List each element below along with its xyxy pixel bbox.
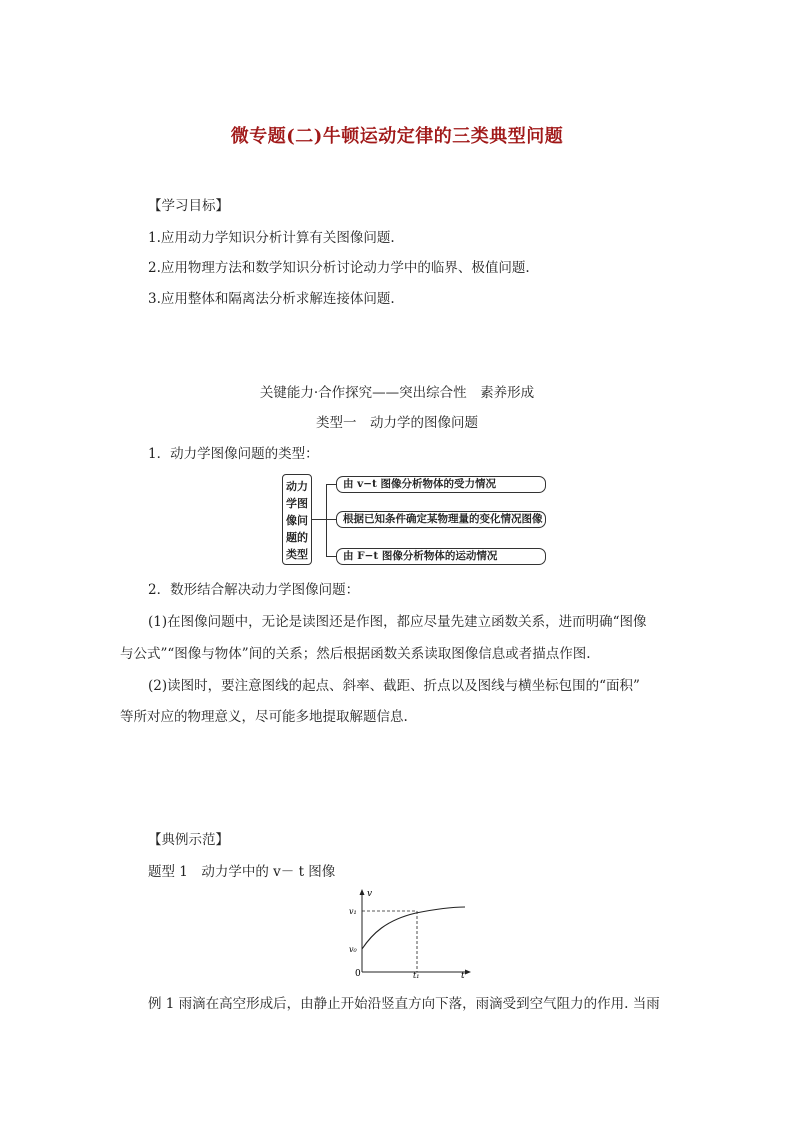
point-2: 2．数形结合解决动力学图像问题： <box>148 582 360 598</box>
connector-arrow-2 <box>326 519 336 520</box>
y-axis-arrow <box>360 889 365 895</box>
para1-line1: (1)在图像问题中，无论是读图还是作图，都应尽量先建立函数关系，进而明确“图像 <box>148 614 647 630</box>
t1-label: t₁ <box>413 971 420 978</box>
origin-label: 0 <box>355 969 361 978</box>
example-type-heading: 题型 1 动力学中的 v－ t 图像 <box>148 864 336 880</box>
v-axis-label: v <box>367 889 373 899</box>
para2-line2: 等所对应的物理意义，尽可能多地提取解题信息. <box>120 709 408 725</box>
x-axis-arrow <box>465 970 471 975</box>
vt-graph <box>346 886 476 978</box>
connector-arrow-1 <box>326 484 336 485</box>
point-1: 1．动力学图像问题的类型： <box>148 446 319 462</box>
objectives-heading: 【学习目标】 <box>148 198 229 214</box>
connector-arrow-3 <box>326 556 336 557</box>
objective-item-2: 2.应用物理方法和数学知识分析讨论动力学中的临界、极值问题. <box>148 260 530 276</box>
section-header: 关键能力·合作探究——突出综合性 素养形成 <box>259 385 535 401</box>
objective-item-3: 3.应用整体和隔离法分析求解连接体问题. <box>148 291 395 307</box>
velocity-curve <box>362 907 465 949</box>
root-line-5: 类型 <box>286 548 308 561</box>
connector-vertical <box>326 484 327 556</box>
examples-heading: 【典例示范】 <box>148 832 229 848</box>
diagram-root-box <box>282 474 312 565</box>
root-line-4: 题的 <box>286 531 308 544</box>
example-1-text: 例 1 雨滴在高空形成后，由静止开始沿竖直方向下落，雨滴受到空气阻力的作用. 当雨 <box>148 996 660 1012</box>
root-line-2: 学图 <box>286 497 308 510</box>
v0-label: v₀ <box>349 945 357 954</box>
connector-horizontal <box>312 519 326 520</box>
objective-item-1: 1.应用动力学知识分析计算有关图像问题. <box>148 230 395 246</box>
root-line-1: 动力 <box>286 480 308 493</box>
para1-line2: 与公式”“图像与物体”间的关系；然后根据函数关系读取图像信息或者描点作图. <box>120 646 591 662</box>
v1-label: v₁ <box>349 907 357 916</box>
diagram-item-1: 由 v−t 图像分析物体的受力情况 <box>336 476 546 493</box>
para2-line1: (2)读图时，要注意图线的起点、斜率、截距、折点以及图线与横坐标包围的“面积” <box>148 678 640 694</box>
page-title: 微专题(二)牛顿运动定律的三类典型问题 <box>230 126 564 147</box>
type-header: 类型一 动力学的图像问题 <box>316 415 478 431</box>
t-axis-label: t <box>461 971 465 978</box>
classification-diagram <box>282 474 552 570</box>
root-line-3: 像问 <box>286 514 308 527</box>
diagram-item-2: 根据已知条件确定某物理量的变化情况图像 <box>336 511 546 528</box>
diagram-item-3: 由 F−t 图像分析物体的运动情况 <box>336 548 546 565</box>
